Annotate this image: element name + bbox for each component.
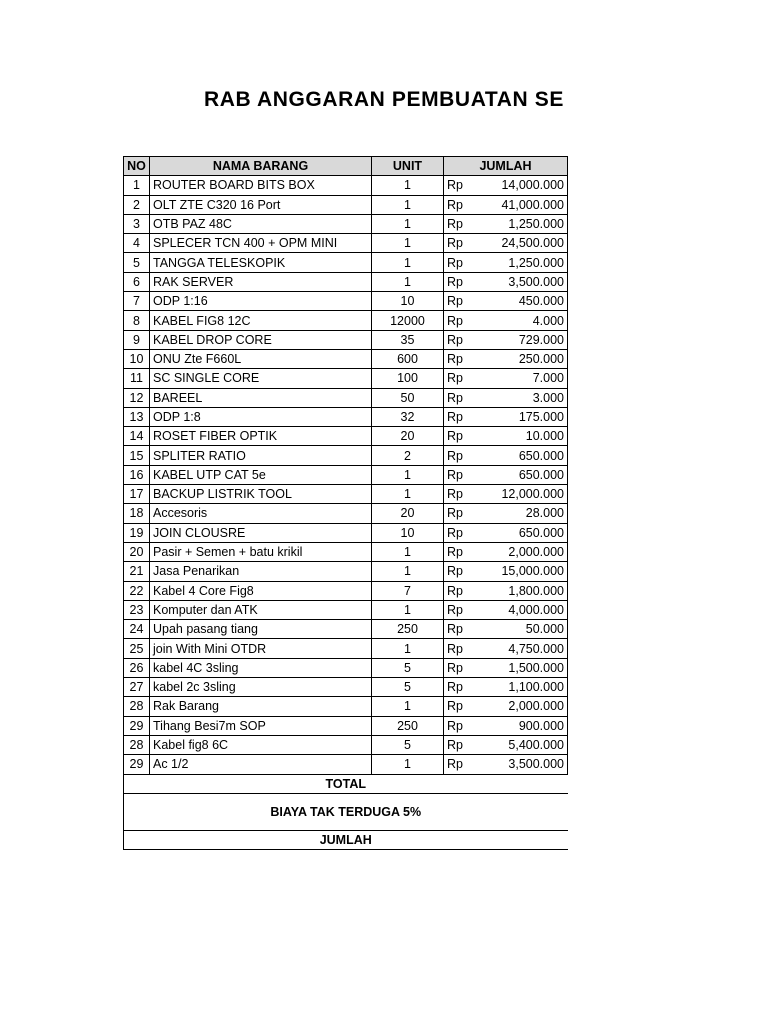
item-unit: 12000 bbox=[372, 311, 444, 330]
item-name: BAREEL bbox=[150, 388, 372, 407]
table-row bbox=[124, 755, 568, 774]
currency-symbol: Rp bbox=[444, 195, 478, 214]
item-amount: 450.000 bbox=[478, 292, 568, 311]
table-row bbox=[124, 600, 568, 619]
item-name: OTB PAZ 48C bbox=[150, 214, 372, 233]
row-number: 11 bbox=[124, 369, 150, 388]
row-number: 4 bbox=[124, 234, 150, 253]
table-row bbox=[124, 427, 568, 446]
item-amount: 4,000.000 bbox=[478, 600, 568, 619]
item-amount: 175.000 bbox=[478, 407, 568, 426]
table-row bbox=[124, 620, 568, 639]
header-unit: UNIT bbox=[372, 157, 444, 176]
table-row bbox=[124, 542, 568, 561]
item-unit: 5 bbox=[372, 678, 444, 697]
item-amount: 10.000 bbox=[478, 427, 568, 446]
row-number: 22 bbox=[124, 581, 150, 600]
item-amount: 900.000 bbox=[478, 716, 568, 735]
item-amount: 650.000 bbox=[478, 523, 568, 542]
header-no: NO bbox=[124, 157, 150, 176]
table-row bbox=[124, 716, 568, 735]
item-unit: 250 bbox=[372, 620, 444, 639]
table-row bbox=[124, 214, 568, 233]
item-unit: 1 bbox=[372, 195, 444, 214]
item-name: BACKUP LISTRIK TOOL bbox=[150, 485, 372, 504]
item-name: JOIN CLOUSRE bbox=[150, 523, 372, 542]
row-number: 8 bbox=[124, 311, 150, 330]
item-name: join With Mini OTDR bbox=[150, 639, 372, 658]
currency-symbol: Rp bbox=[444, 735, 478, 754]
item-unit: 1 bbox=[372, 253, 444, 272]
item-unit: 1 bbox=[372, 272, 444, 291]
table-row bbox=[124, 523, 568, 542]
item-amount: 1,100.000 bbox=[478, 678, 568, 697]
item-amount: 50.000 bbox=[478, 620, 568, 639]
item-unit: 7 bbox=[372, 581, 444, 600]
item-amount: 4.000 bbox=[478, 311, 568, 330]
item-amount: 1,250.000 bbox=[478, 214, 568, 233]
table-row bbox=[124, 485, 568, 504]
item-name: kabel 4C 3sling bbox=[150, 658, 372, 677]
currency-symbol: Rp bbox=[444, 504, 478, 523]
item-name: OLT ZTE C320 16 Port bbox=[150, 195, 372, 214]
item-amount: 250.000 bbox=[478, 349, 568, 368]
item-amount: 5,400.000 bbox=[478, 735, 568, 754]
currency-symbol: Rp bbox=[444, 523, 478, 542]
header-name: NAMA BARANG bbox=[150, 157, 372, 176]
item-amount: 3,500.000 bbox=[478, 272, 568, 291]
table-body bbox=[124, 176, 568, 774]
item-amount: 3.000 bbox=[478, 388, 568, 407]
item-unit: 1 bbox=[372, 234, 444, 253]
row-number: 10 bbox=[124, 349, 150, 368]
header-amount: JUMLAH bbox=[444, 157, 568, 176]
item-name: Pasir + Semen + batu krikil bbox=[150, 542, 372, 561]
currency-symbol: Rp bbox=[444, 465, 478, 484]
table-row bbox=[124, 658, 568, 677]
row-number: 6 bbox=[124, 272, 150, 291]
item-unit: 20 bbox=[372, 504, 444, 523]
table-row bbox=[124, 253, 568, 272]
item-amount: 2,000.000 bbox=[478, 542, 568, 561]
item-name: SC SINGLE CORE bbox=[150, 369, 372, 388]
item-unit: 35 bbox=[372, 330, 444, 349]
item-unit: 50 bbox=[372, 388, 444, 407]
grand-total-row bbox=[124, 830, 568, 849]
table-row bbox=[124, 446, 568, 465]
currency-symbol: Rp bbox=[444, 658, 478, 677]
table-row bbox=[124, 678, 568, 697]
currency-symbol: Rp bbox=[444, 292, 478, 311]
currency-symbol: Rp bbox=[444, 311, 478, 330]
item-name: Upah pasang tiang bbox=[150, 620, 372, 639]
table-row bbox=[124, 311, 568, 330]
table-row bbox=[124, 581, 568, 600]
row-number: 1 bbox=[124, 176, 150, 195]
row-number: 3 bbox=[124, 214, 150, 233]
currency-symbol: Rp bbox=[444, 678, 478, 697]
row-number: 24 bbox=[124, 620, 150, 639]
item-amount: 14,000.000 bbox=[478, 176, 568, 195]
table-row bbox=[124, 234, 568, 253]
row-number: 20 bbox=[124, 542, 150, 561]
row-number: 21 bbox=[124, 562, 150, 581]
item-amount: 12,000.000 bbox=[478, 485, 568, 504]
contingency-label: BIAYA TAK TERDUGA 5% bbox=[124, 793, 568, 830]
item-amount: 41,000.000 bbox=[478, 195, 568, 214]
table-row bbox=[124, 176, 568, 195]
item-unit: 20 bbox=[372, 427, 444, 446]
currency-symbol: Rp bbox=[444, 716, 478, 735]
currency-symbol: Rp bbox=[444, 272, 478, 291]
item-amount: 24,500.000 bbox=[478, 234, 568, 253]
item-name: KABEL UTP CAT 5e bbox=[150, 465, 372, 484]
table-header-row bbox=[124, 157, 568, 176]
currency-symbol: Rp bbox=[444, 253, 478, 272]
item-unit: 1 bbox=[372, 697, 444, 716]
currency-symbol: Rp bbox=[444, 234, 478, 253]
item-name: Komputer dan ATK bbox=[150, 600, 372, 619]
total-label: TOTAL bbox=[124, 774, 568, 793]
currency-symbol: Rp bbox=[444, 639, 478, 658]
document-title: RAB ANGGARAN PEMBUATAN SE bbox=[204, 88, 564, 111]
row-number: 9 bbox=[124, 330, 150, 349]
item-amount: 28.000 bbox=[478, 504, 568, 523]
currency-symbol: Rp bbox=[444, 542, 478, 561]
item-unit: 10 bbox=[372, 292, 444, 311]
item-amount: 1,500.000 bbox=[478, 658, 568, 677]
item-amount: 650.000 bbox=[478, 446, 568, 465]
item-unit: 32 bbox=[372, 407, 444, 426]
item-amount: 7.000 bbox=[478, 369, 568, 388]
item-unit: 1 bbox=[372, 176, 444, 195]
row-number: 7 bbox=[124, 292, 150, 311]
row-number: 29 bbox=[124, 755, 150, 774]
item-unit: 250 bbox=[372, 716, 444, 735]
item-name: Kabel 4 Core Fig8 bbox=[150, 581, 372, 600]
item-amount: 650.000 bbox=[478, 465, 568, 484]
row-number: 26 bbox=[124, 658, 150, 677]
currency-symbol: Rp bbox=[444, 755, 478, 774]
item-name: Accesoris bbox=[150, 504, 372, 523]
item-name: SPLECER TCN 400 + OPM MINI bbox=[150, 234, 372, 253]
currency-symbol: Rp bbox=[444, 349, 478, 368]
currency-symbol: Rp bbox=[444, 407, 478, 426]
row-number: 28 bbox=[124, 735, 150, 754]
item-name: TANGGA TELESKOPIK bbox=[150, 253, 372, 272]
item-amount: 15,000.000 bbox=[478, 562, 568, 581]
row-number: 18 bbox=[124, 504, 150, 523]
row-number: 13 bbox=[124, 407, 150, 426]
row-number: 12 bbox=[124, 388, 150, 407]
currency-symbol: Rp bbox=[444, 330, 478, 349]
total-row bbox=[124, 774, 568, 793]
item-amount: 3,500.000 bbox=[478, 755, 568, 774]
item-name: ODP 1:8 bbox=[150, 407, 372, 426]
item-amount: 2,000.000 bbox=[478, 697, 568, 716]
item-unit: 1 bbox=[372, 485, 444, 504]
budget-table bbox=[123, 156, 568, 850]
table-row bbox=[124, 292, 568, 311]
currency-symbol: Rp bbox=[444, 485, 478, 504]
currency-symbol: Rp bbox=[444, 620, 478, 639]
item-amount: 4,750.000 bbox=[478, 639, 568, 658]
table-row bbox=[124, 330, 568, 349]
table-row bbox=[124, 388, 568, 407]
row-number: 25 bbox=[124, 639, 150, 658]
table-row bbox=[124, 697, 568, 716]
currency-symbol: Rp bbox=[444, 446, 478, 465]
contingency-row bbox=[124, 793, 568, 830]
row-number: 5 bbox=[124, 253, 150, 272]
item-name: KABEL FIG8 12C bbox=[150, 311, 372, 330]
item-amount: 729.000 bbox=[478, 330, 568, 349]
table-row bbox=[124, 272, 568, 291]
item-amount: 1,800.000 bbox=[478, 581, 568, 600]
item-unit: 100 bbox=[372, 369, 444, 388]
currency-symbol: Rp bbox=[444, 427, 478, 446]
currency-symbol: Rp bbox=[444, 581, 478, 600]
item-name: ONU Zte F660L bbox=[150, 349, 372, 368]
item-name: KABEL DROP CORE bbox=[150, 330, 372, 349]
item-name: Ac 1/2 bbox=[150, 755, 372, 774]
item-unit: 1 bbox=[372, 562, 444, 581]
item-unit: 1 bbox=[372, 214, 444, 233]
currency-symbol: Rp bbox=[444, 176, 478, 195]
currency-symbol: Rp bbox=[444, 562, 478, 581]
row-number: 27 bbox=[124, 678, 150, 697]
item-name: RAK SERVER bbox=[150, 272, 372, 291]
item-unit: 1 bbox=[372, 639, 444, 658]
table-row bbox=[124, 465, 568, 484]
item-name: SPLITER RATIO bbox=[150, 446, 372, 465]
item-unit: 1 bbox=[372, 755, 444, 774]
item-unit: 1 bbox=[372, 542, 444, 561]
currency-symbol: Rp bbox=[444, 388, 478, 407]
item-unit: 2 bbox=[372, 446, 444, 465]
table-row bbox=[124, 349, 568, 368]
currency-symbol: Rp bbox=[444, 697, 478, 716]
item-name: Tihang Besi7m SOP bbox=[150, 716, 372, 735]
item-name: kabel 2c 3sling bbox=[150, 678, 372, 697]
row-number: 14 bbox=[124, 427, 150, 446]
table-row bbox=[124, 562, 568, 581]
row-number: 17 bbox=[124, 485, 150, 504]
table-row bbox=[124, 407, 568, 426]
table-row bbox=[124, 369, 568, 388]
item-name: ODP 1:16 bbox=[150, 292, 372, 311]
item-name: ROUTER BOARD BITS BOX bbox=[150, 176, 372, 195]
item-name: Kabel fig8 6C bbox=[150, 735, 372, 754]
item-unit: 1 bbox=[372, 600, 444, 619]
grand-total-label: JUMLAH bbox=[124, 830, 568, 849]
row-number: 15 bbox=[124, 446, 150, 465]
currency-symbol: Rp bbox=[444, 214, 478, 233]
table-row bbox=[124, 639, 568, 658]
table-row bbox=[124, 195, 568, 214]
item-unit: 600 bbox=[372, 349, 444, 368]
currency-symbol: Rp bbox=[444, 600, 478, 619]
table-row bbox=[124, 735, 568, 754]
item-name: Jasa Penarikan bbox=[150, 562, 372, 581]
item-amount: 1,250.000 bbox=[478, 253, 568, 272]
item-name: Rak Barang bbox=[150, 697, 372, 716]
row-number: 2 bbox=[124, 195, 150, 214]
row-number: 16 bbox=[124, 465, 150, 484]
row-number: 19 bbox=[124, 523, 150, 542]
table-row bbox=[124, 504, 568, 523]
item-unit: 5 bbox=[372, 735, 444, 754]
item-unit: 5 bbox=[372, 658, 444, 677]
currency-symbol: Rp bbox=[444, 369, 478, 388]
item-unit: 1 bbox=[372, 465, 444, 484]
row-number: 29 bbox=[124, 716, 150, 735]
row-number: 23 bbox=[124, 600, 150, 619]
item-unit: 10 bbox=[372, 523, 444, 542]
row-number: 28 bbox=[124, 697, 150, 716]
item-name: ROSET FIBER OPTIK bbox=[150, 427, 372, 446]
